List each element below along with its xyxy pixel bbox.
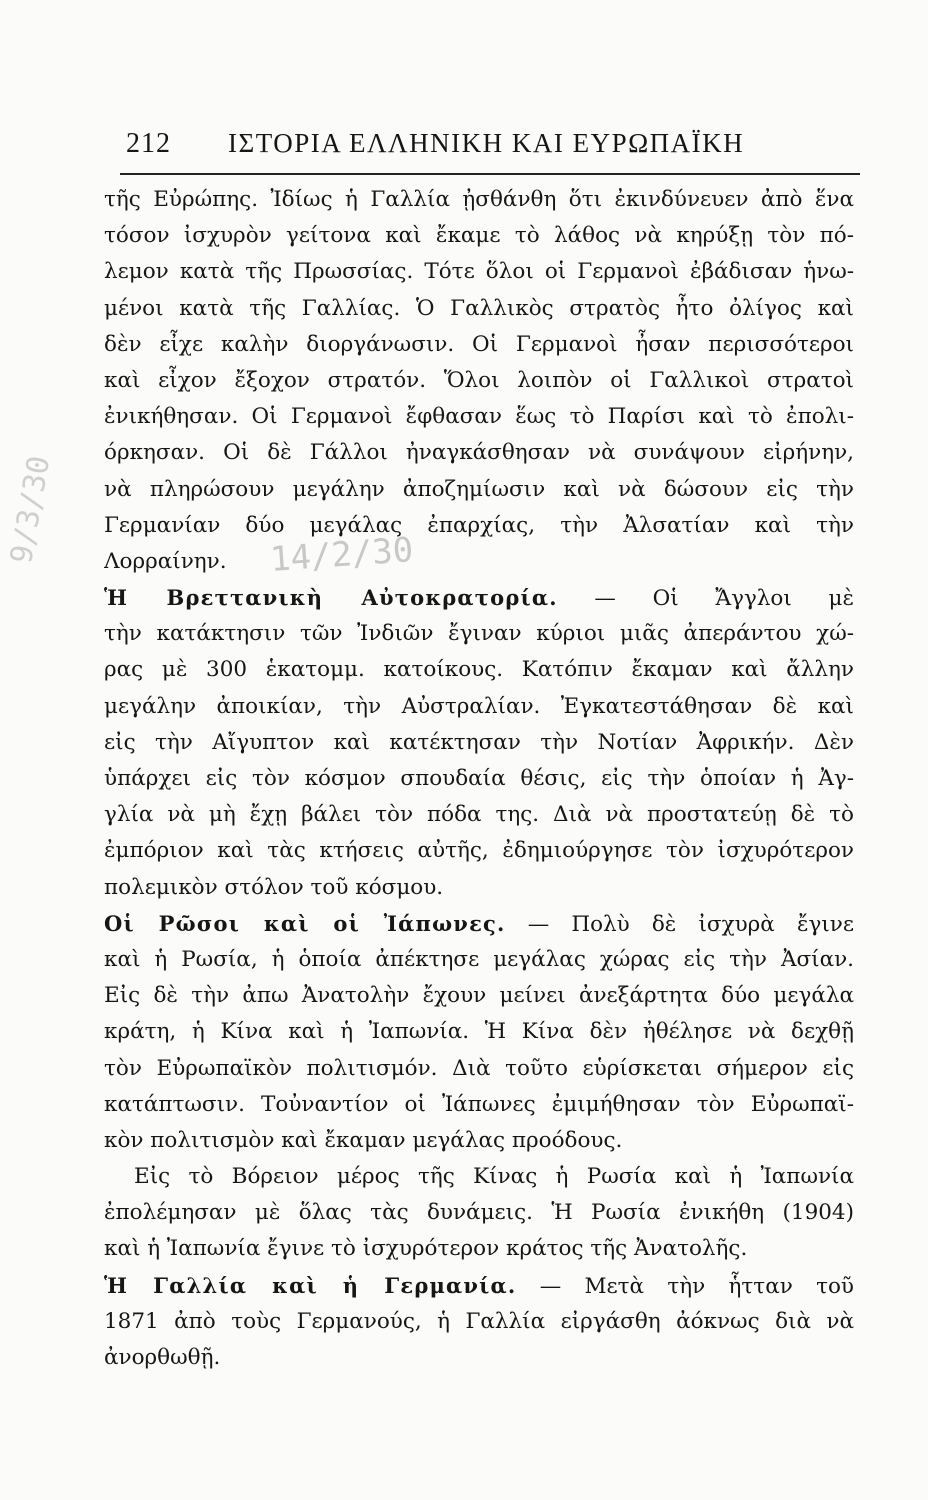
line-text: καὶ ἡ Ἰαπωνία ἔγινε τὸ ἰσχυρότερον κράτος τῆς Ἀνατολῆς.: [104, 1236, 748, 1262]
line-text: δὲν εἶχε καλὴν διοργάνωσιν. Οἱ Γερμανοὶ ἦσαν περισσότεροι: [104, 331, 854, 357]
section-heading: Ἡ Γαλλία καὶ ἡ Γερμανία.: [104, 1272, 517, 1298]
section-heading-line: [104, 580, 854, 616]
section-heading-line: [104, 906, 854, 942]
text-line: [104, 725, 854, 761]
text-line: [104, 1195, 854, 1231]
line-text: καὶ εἶχον ἔξοχον στρατόν. Ὅλοι λοιπὸν οἱ Γαλλικοὶ στρατοὶ: [104, 367, 854, 393]
text-line: [104, 399, 854, 435]
text-line: [104, 1051, 854, 1087]
line-text: Εἰς δὲ τὴν ἀπω Ἀνατολὴν ἔχουν μείνει ἀνεξάρτητα δύο μεγάλα: [104, 983, 854, 1009]
text-line: [104, 1087, 854, 1123]
text-line: [104, 218, 854, 254]
line-text: — Μετὰ τὴν ἧτταν τοῦ: [539, 1273, 854, 1299]
text-line: [104, 1304, 854, 1340]
text-line: [104, 182, 854, 218]
page-number: 212: [126, 128, 171, 159]
line-text: τὸν Εὐρωπαϊκὸν πολιτισμόν. Διὰ τοῦτο εὑρίσκεται σήμερον εἰς: [104, 1055, 854, 1081]
section-heading-line: [104, 1268, 854, 1304]
line-text: μεγάλην ἀποικίαν, τὴν Αὐστραλίαν. Ἐγκατεστάθησαν δὲ καὶ: [104, 693, 854, 719]
margin-stamp: 9/3/30: [4, 453, 58, 567]
line-text: κράτη, ἡ Κίνα καὶ ἡ Ἰαπωνία. Ἡ Κίνα δὲν ἠθέλησε νὰ δεχθῇ: [104, 1019, 854, 1045]
text-line: [104, 616, 854, 652]
text-line: [104, 761, 854, 797]
line-text: τῆς Εὐρώπης. Ἰδίως ἡ Γαλλία ᾐσθάνθη ὅτι ἐκινδύνευεν ἀπὸ ἕνα: [104, 187, 854, 212]
page-header: [120, 124, 860, 168]
line-text: λεμον κατὰ τῆς Πρωσσίας. Τότε ὅλοι οἱ Γερμανοὶ ἐβάδισαν ἡνω-: [104, 259, 854, 285]
text-line: [104, 363, 854, 399]
line-text: καὶ ἡ Ρωσία, ἡ ὁποία ἀπέκτησε μεγάλας χώρας εἰς τὴν Ἀσίαν.: [104, 946, 854, 972]
text-line: [104, 435, 854, 471]
body-text: [104, 182, 854, 1376]
line-text: ὑπάρχει εἰς τὸν κόσμον σπουδαία θέσις, εἰς τὴν ὁποίαν ἡ Ἀγ-: [104, 766, 854, 791]
line-text: γλία νὰ μὴ ἔχῃ βάλει τὸν πόδα της. Διὰ νὰ προστατεύῃ δὲ τὸ: [104, 802, 854, 828]
line-text: ἀνορθωθῇ.: [104, 1345, 221, 1370]
line-text: εἰς τὴν Αἴγυπτον καὶ κατέκτησαν τὴν Νοτίαν Ἀφρικήν. Δὲν: [104, 729, 854, 755]
section-heading: Ἡ Βρεττανικὴ Αὐτοκρατορία.: [104, 585, 558, 611]
text-line: [104, 472, 854, 508]
text-line: [104, 327, 854, 363]
text-line: [104, 254, 854, 290]
text-line: [104, 1231, 854, 1267]
text-line: [104, 1340, 854, 1376]
text-line: [104, 870, 854, 906]
line-text: μένοι κατὰ τῆς Γαλλίας. Ὁ Γαλλικὸς στρατὸς ἦτο ὀλίγος καὶ: [104, 295, 854, 321]
line-text: Λορραίνην.: [104, 548, 227, 574]
text-line: [104, 1159, 854, 1195]
text-line: [104, 978, 854, 1014]
text-line: [104, 833, 854, 869]
line-text: ἐνικήθησαν. Οἱ Γερμανοὶ ἔφθασαν ἕως τὸ Παρίσι καὶ τὸ ἐπολι-: [104, 404, 854, 430]
line-text: ἐμπόριον καὶ τὰς κτήσεις αὐτῆς, ἐδημιούργησε τὸν ἰσχυρότερον: [104, 838, 854, 864]
text-line: [104, 942, 854, 978]
header-rule: [120, 173, 860, 175]
line-text: όρκησαν. Οἱ δὲ Γάλλοι ἠναγκάσθησαν νὰ συνάψουν εἰρήνην,: [104, 440, 854, 466]
line-text: νὰ πληρώσουν μεγάλην ἀποζημίωσιν καὶ νὰ δώσουν εἰς τὴν: [104, 476, 854, 502]
line-text: ἐπολέμησαν μὲ ὅλας τὰς δυνάμεις. Ἡ Ρωσία ἐνικήθη (1904): [104, 1200, 854, 1226]
text-line: [104, 291, 854, 327]
line-text: πολεμικὸν στόλον τοῦ κόσμου.: [104, 874, 444, 900]
text-line: [104, 1014, 854, 1050]
line-text: Εἰς τὸ Βόρειον μέρος τῆς Κίνας ἡ Ρωσία καὶ ἡ Ἰαπωνία: [134, 1164, 854, 1190]
line-text: τόσον ἰσχυρὸν γείτονα καὶ ἔκαμε τὸ λάθος νὰ κηρύξῃ τὸν πό-: [104, 223, 854, 249]
text-line: [104, 1123, 854, 1159]
text-line: [104, 508, 854, 544]
section-heading: Οἱ Ρῶσοι καὶ οἱ Ἰάπωνες.: [104, 910, 506, 936]
line-text: 1871 ἀπὸ τοὺς Γερμανούς, ἡ Γαλλία εἰργάσθη ἀόκνως διὰ νὰ: [104, 1308, 854, 1334]
text-line: [104, 652, 854, 688]
text-line: [104, 544, 854, 580]
line-text: κὸν πολιτισμὸν καὶ ἔκαμαν μεγάλας προόδους.: [104, 1127, 623, 1153]
line-text: — Οἱ Ἄγγλοι μὲ: [594, 586, 854, 612]
text-line: [104, 689, 854, 725]
text-line: [104, 797, 854, 833]
line-text: τὴν κατάκτησιν τῶν Ἰνδιῶν ἔγιναν κύριοι μιᾶς ἀπεράντου χώ-: [104, 621, 854, 647]
line-text: κατάπτωσιν. Τοὐναντίον οἱ Ἰάπωνες ἐμιμήθησαν τὸν Εὐρωπαϊ-: [104, 1091, 854, 1117]
running-title: ΙΣΤΟΡΙΑ ΕΛΛΗΝΙΚΗ ΚΑΙ ΕΥΡΩΠΑΪΚΗ: [228, 128, 745, 158]
line-text: Γερμανίαν δύο μεγάλας ἐπαρχίας, τὴν Ἀλσατίαν καὶ τὴν: [104, 512, 854, 538]
line-text: — Πολὺ δὲ ἰσχυρὰ ἔγινε: [527, 911, 854, 937]
date-stamp: 14/2/30: [268, 530, 415, 580]
line-text: ρας μὲ 300 ἑκατομμ. κατοίκους. Κατόπιν ἔκαμαν καὶ ἄλλην: [104, 657, 854, 683]
